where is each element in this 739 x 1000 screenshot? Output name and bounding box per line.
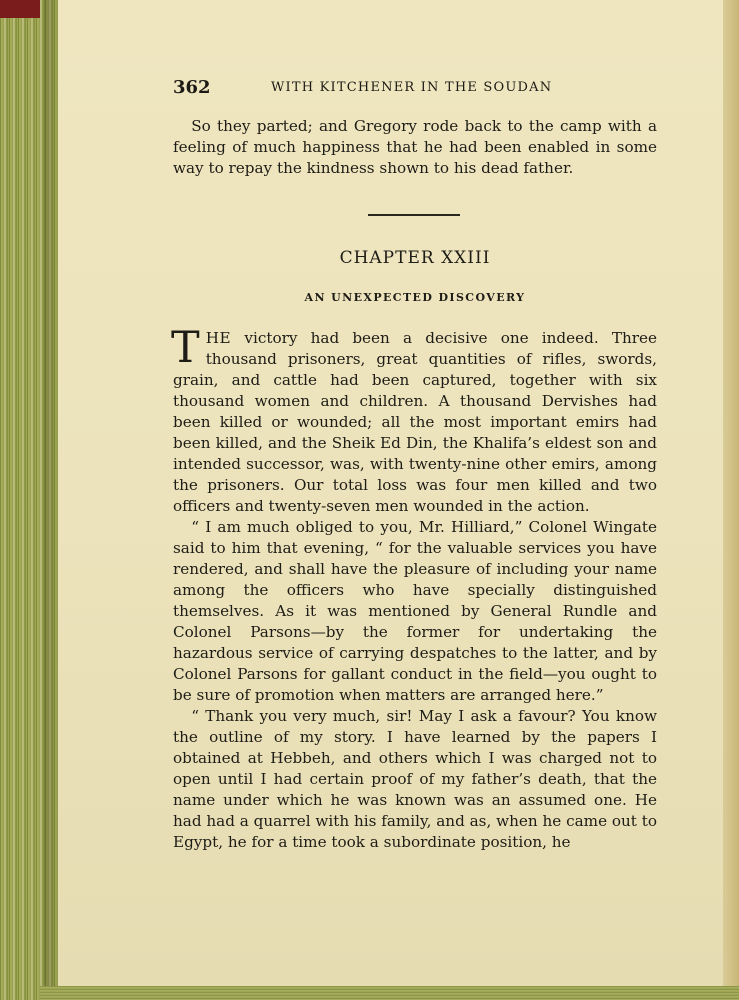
running-title: WITH KITCHENER IN THE SOUDAN	[271, 80, 553, 95]
paragraph-text: victory had been a decisive one indeed. Three thousand prisoners, great quantities of rifles, swords, grain, and cattle had been captured, together with six thousand women and children. A thousand Dervishes had been killed or wounded; all the most important emirs had been killed, and the Sheik Ed Din, the Khalifa’s eldest son and intended successor, was, with twenty-nine other emirs, among the prisoners. Our total loss was four men killed and two officers and twenty-seven men wounded in the action.	[173, 329, 657, 515]
paragraph-second: “ I am much obliged to you, Mr. Hilliard,” Colonel Wingate said to him that evening, “ for the valuable services you have rendered, and shall have the pleasure of including your name among the officers who have specially distinguished themselves. As it was mentioned by General Rundle and Colonel Parsons—by the former for undertaking the hazardous service of carrying despatches to the latter, and by Colonel Parsons for gallant conduct in the field—you ought to be sure of promotion when matters are arranged here.”	[173, 518, 657, 704]
paragraph-first	[171, 323, 657, 517]
page-edge-bottom	[40, 986, 739, 1000]
opening-paragraph	[173, 116, 657, 179]
paragraph: So they parted; and Gregory rode back to the camp with a feeling of much happiness that he had been enabled in some way to repay the kindness shown to his dead father.	[173, 117, 657, 177]
page-number: 362	[173, 77, 211, 98]
chapter-title: CHAPTER XXIII	[339, 248, 491, 268]
section-divider	[368, 214, 460, 216]
page-header	[173, 77, 657, 99]
spine-bookmark	[0, 0, 40, 18]
chapter-subtitle: AN UNEXPECTED DISCOVERY	[304, 291, 526, 304]
drop-cap: T	[171, 323, 200, 373]
paragraph-third: “ Thank you very much, sir! May I ask a favour? You know the outline of my story. I have learned by the papers I obtained at Hebbeh, and others which I was charged not to open until I had certain proof of my father’s death, that the name under which he was known was an assumed one. He had had a quarrel with his family, and as, when he came out to Egypt, he for a time took a subordinate position, he	[173, 707, 657, 851]
page-edge-right	[723, 0, 739, 1000]
first-word-caps: HE	[205, 329, 232, 347]
chapter-body	[171, 323, 657, 853]
